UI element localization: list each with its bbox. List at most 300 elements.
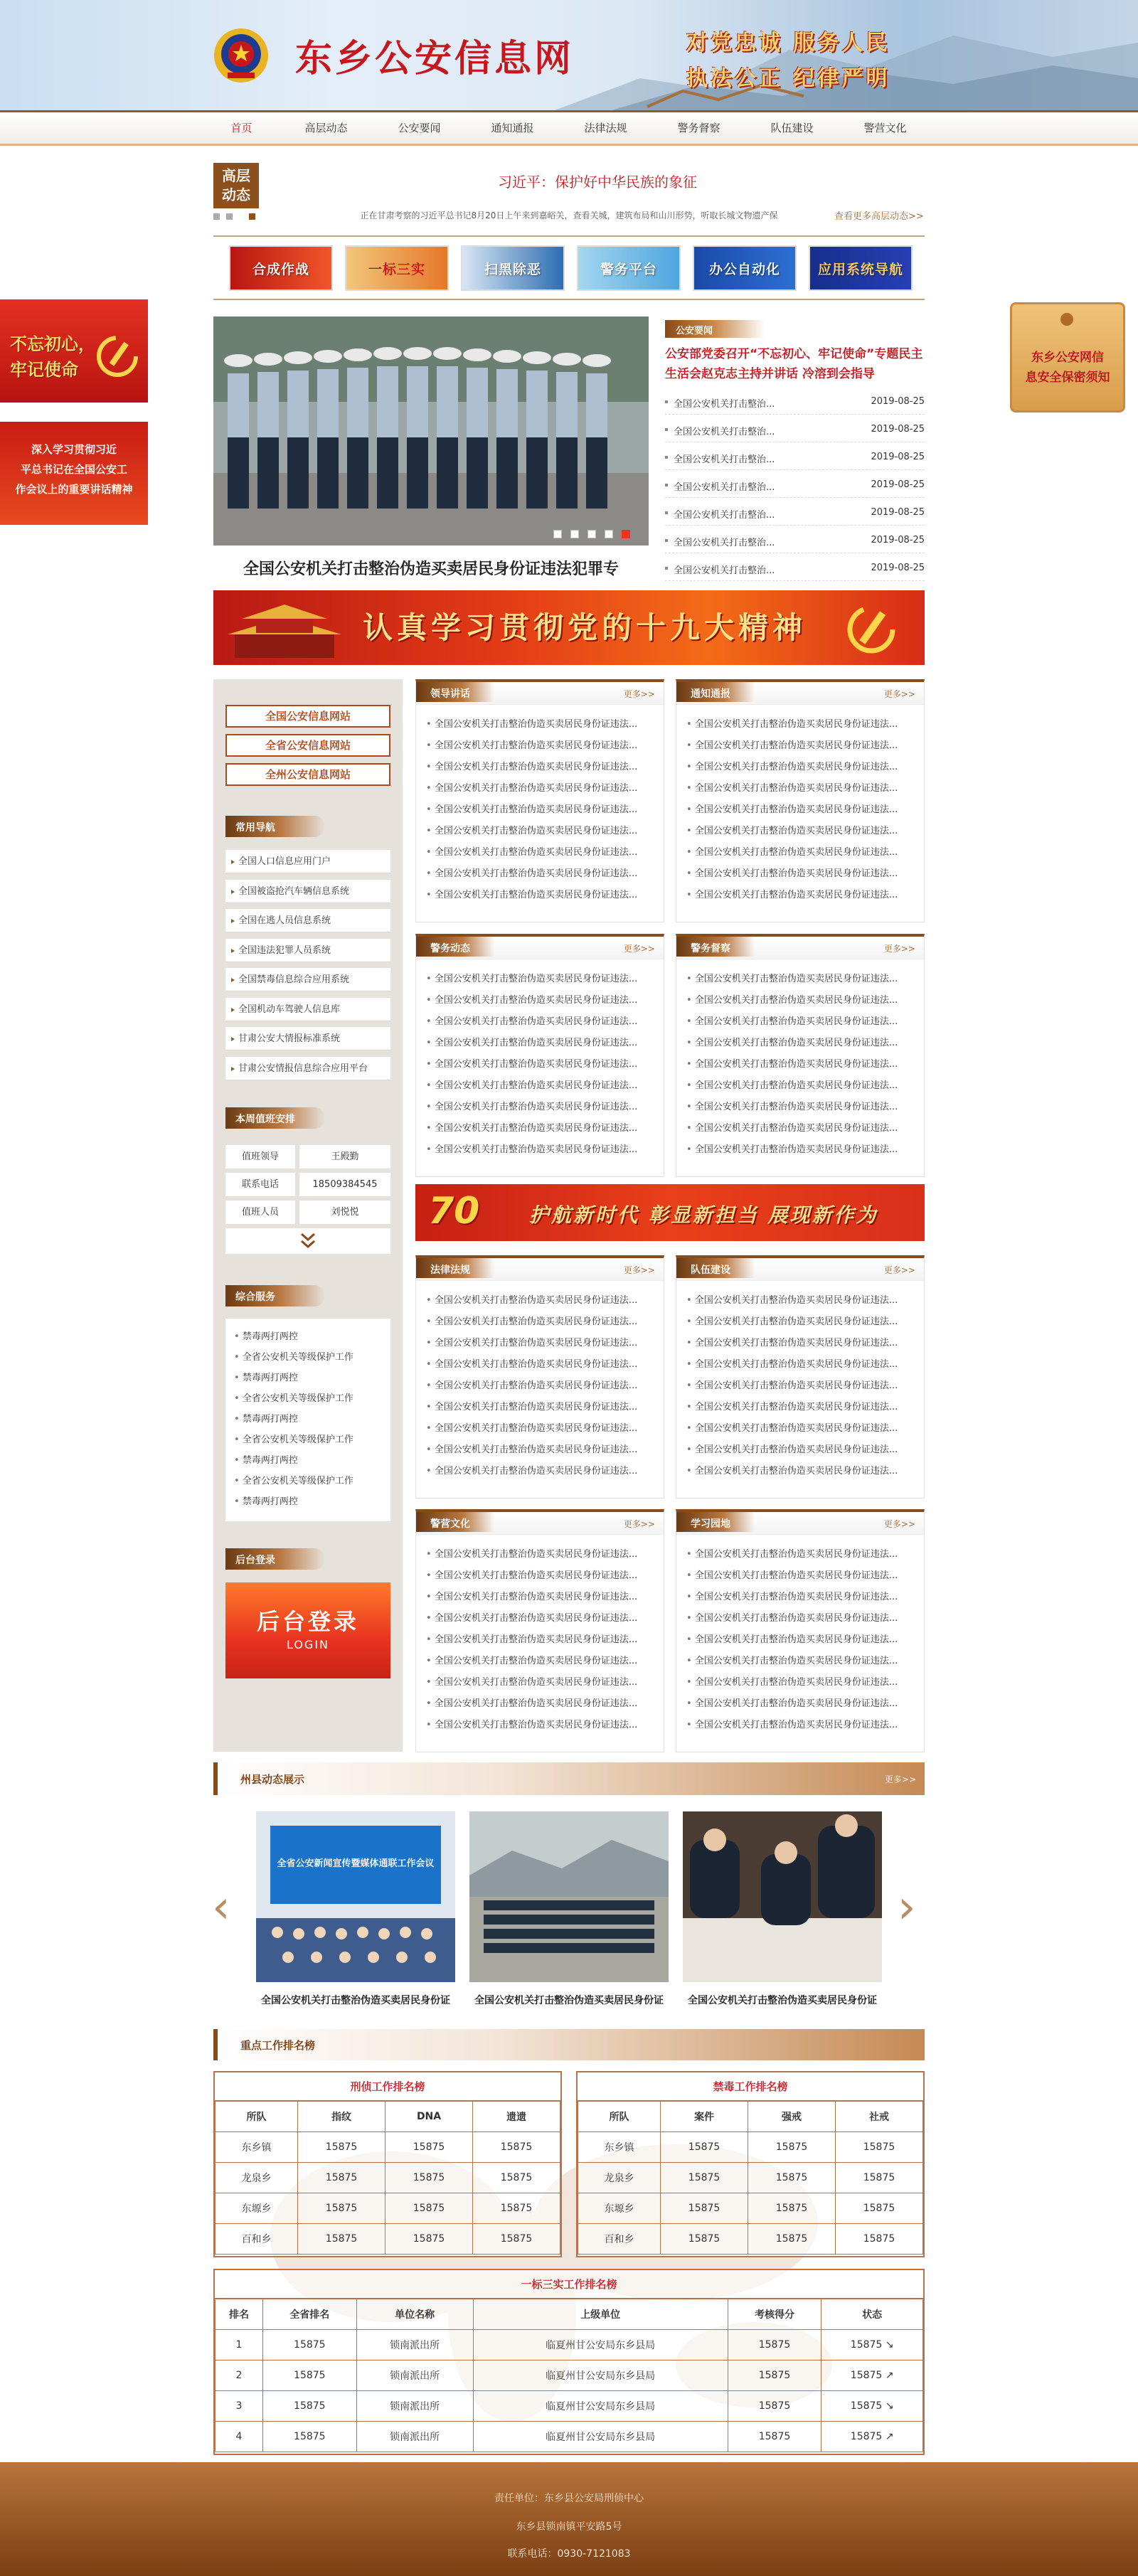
double-chevron-down-icon [299, 1232, 317, 1250]
service-item[interactable]: • 禁毒两打两控 [234, 1452, 298, 1466]
slogan-line-2: 执法公正 纪律严明 [686, 66, 890, 91]
panel-list-item[interactable]: • 全国公安机关打击整治伪造买卖居民身份证违法... [686, 1568, 898, 1581]
table-cell: 15875 [836, 2132, 923, 2163]
news-item-title: 全国公安机关打击整治... [674, 565, 775, 576]
duty-expand-button[interactable] [225, 1228, 390, 1254]
float-ad-right-security[interactable]: 东乡公安网信 息安全保密须知 [1010, 302, 1125, 413]
table-cell: 4 [216, 2422, 263, 2452]
panel-list-item[interactable]: • 全国公安机关打击整治伪造买卖居民身份证违法... [686, 716, 898, 730]
nav-police-culture[interactable]: 警营文化 [863, 122, 907, 134]
panel-list-item[interactable]: • 全国公安机关打击整治伪造买卖居民身份证违法... [686, 1335, 898, 1348]
gallery-photo-meeting[interactable] [256, 1811, 455, 1982]
panel-list-item[interactable]: • 全国公安机关打击整治伪造买卖居民身份证违法... [426, 716, 637, 730]
ranking-header: 重点工作排名榜 [213, 2029, 925, 2060]
gallery-photo-office[interactable] [683, 1811, 882, 1982]
bullet-icon [665, 400, 668, 403]
panel-list-item[interactable]: • 全国公安机关打击整治伪造买卖居民身份证违法... [426, 1335, 637, 1348]
table-cell: 15875 [836, 2193, 923, 2224]
service-item[interactable]: • 全省公安机关等级保护工作 [234, 1349, 353, 1363]
panel-list-item[interactable]: • 全国公安机关打击整治伪造买卖居民身份证违法... [686, 1589, 898, 1602]
table-cell: 15875 [748, 2224, 836, 2255]
panel-more-link[interactable]: 更多>> [883, 689, 915, 699]
table-header-row [578, 2102, 923, 2132]
panel-list-item[interactable]: • 全国公安机关打击整治伪造买卖居民身份证违法... [686, 780, 898, 794]
table-header-cell: 全省排名 [262, 2299, 356, 2330]
panel-list-item[interactable]: • 全国公安机关打击整治伪造买卖居民身份证违法... [426, 823, 637, 836]
table-row [216, 2391, 923, 2422]
headline-more-link[interactable]: 查看更多高层动态>> [834, 211, 924, 222]
study-banner[interactable] [213, 590, 925, 665]
panel-header [676, 1512, 924, 1535]
panel-header [416, 937, 664, 959]
left-sidebar [213, 679, 403, 1752]
panel-list-item[interactable]: • 全国公安机关打击整治伪造买卖居民身份证违法... [426, 844, 637, 858]
news-item[interactable] [665, 443, 925, 470]
panel-header [416, 1258, 664, 1281]
duty-value: 刘悦悦 [299, 1201, 390, 1224]
table-cell: 锁南派出所 [356, 2361, 473, 2391]
table-header-cell: 遗遗 [473, 2102, 560, 2132]
panel-leader-speech [415, 679, 664, 922]
panel-header [676, 937, 924, 959]
section-tag-service: 综合服务 [225, 1285, 325, 1306]
table-header-cell: 所队 [216, 2102, 298, 2132]
duty-label: 联系电话 [225, 1173, 295, 1196]
news-item[interactable] [665, 526, 925, 553]
float-ad-left-2[interactable]: 深入学习贯彻习近 平总书记在全国公安工 作会议上的重要讲话精神 [0, 422, 148, 525]
headline-description: 正在甘肃考察的习近平总书记8月20日上午来到嘉峪关，查看关城，建筑布局和山川形势，听取长城文物遗产保 [360, 211, 778, 220]
table-row [578, 2224, 923, 2255]
table-cell: 15875 [262, 2422, 356, 2452]
panel-list-item[interactable]: • 全国公安机关打击整治伪造买卖居民身份证违法... [426, 1717, 637, 1730]
table-cell: 15875 [262, 2361, 356, 2391]
nav-home[interactable]: 首页 [230, 122, 252, 134]
service-item[interactable]: • 全省公安机关等级保护工作 [234, 1432, 353, 1445]
panel-list-item[interactable]: • 全国公安机关打击整治伪造买卖居民身份证违法... [686, 1056, 898, 1070]
news-item[interactable] [665, 554, 925, 581]
bullet-icon [665, 428, 668, 431]
police-news-headline[interactable]: 公安部党委召开“不忘初心、牢记使命”专题民主生活会赵克志主持并讲话 冷溶到会指导 [665, 347, 923, 381]
table-cell: 锁南派出所 [356, 2330, 473, 2361]
site-footer [0, 2462, 1138, 2576]
panel-list-item[interactable]: • 全国公安机关打击整治伪造买卖居民身份证违法... [686, 1077, 898, 1091]
table-header-cell: 上级单位 [473, 2299, 728, 2330]
panel-list-item[interactable]: • 全国公安机关打击整治伪造买卖居民身份证违法... [426, 1546, 637, 1560]
table-cell: 15875 [728, 2422, 821, 2452]
panel-header [416, 682, 664, 705]
panel-list-item[interactable]: • 全国公安机关打击整治伪造买卖居民身份证违法... [686, 1356, 898, 1370]
panel-team-building [676, 1255, 925, 1499]
table-row [216, 2422, 923, 2452]
service-item[interactable]: • 禁毒两打两控 [234, 1494, 298, 1507]
panel-list-item[interactable]: • 全国公安机关打击整治伪造买卖居民身份证违法... [426, 1013, 637, 1027]
panel-title: 警务督察 [691, 943, 730, 954]
panel-title-tag [676, 937, 755, 957]
news-item-title: 全国公安机关打击整治... [674, 399, 775, 410]
news-item-title: 全国公安机关打击整治... [674, 510, 775, 521]
panel-title-tag [676, 1512, 755, 1532]
table-cell: 龙泉乡 [216, 2163, 298, 2193]
panel-list-item[interactable]: • 全国公安机关打击整治伪造买卖居民身份证违法... [426, 971, 637, 984]
table-cell: 临夏州甘公安局东乡县局 [473, 2361, 728, 2391]
panel-list-item[interactable]: • 全国公安机关打击整治伪造买卖居民身份证违法... [686, 1463, 898, 1476]
panel-list-item[interactable]: • 全国公安机关打击整治伪造买卖居民身份证违法... [426, 759, 637, 772]
panel-list-item[interactable]: • 全国公安机关打击整治伪造买卖居民身份证违法... [686, 1546, 898, 1560]
panel-title: 队伍建设 [691, 1265, 730, 1276]
panel-title: 学习园地 [691, 1518, 730, 1530]
panel-list-item[interactable]: • 全国公安机关打击整治伪造买卖居民身份证违法... [426, 1589, 637, 1602]
table-header-cell: 所队 [578, 2102, 661, 2132]
panel-police-culture [415, 1509, 664, 1752]
system-banner-police-platform[interactable]: 警务平台 [577, 245, 681, 291]
nav-leadership-news[interactable]: 高层动态 [304, 122, 348, 134]
panel-title: 警务动态 [430, 943, 470, 954]
ranking-table-one-standard: 一标三实工作排名榜 排名 全省排名 单位名称 上级单位 考核得分 状态 1 15875 锁南派出所 临夏州甘公安局东乡县局 15875 15875 ↘ 2 15875 锁南派出所 临夏州甘公安局东乡县局 15875 15875 ↗ 3 15875 锁南派出所 临夏州甘公安局东乡县局 15875 15875 ↘ 4 15875 锁南派出所 临夏州甘公安局东乡县局 15875 15875 ↗ [213, 2269, 925, 2455]
status-cell [821, 2330, 923, 2361]
table-cell: 15875 [473, 2193, 560, 2224]
study-banner-text: 认真学习贯彻党的十九大精神 [363, 610, 807, 645]
gallery-next-arrow[interactable]: › [898, 1881, 916, 1934]
panel-more-link[interactable]: 更多>> [623, 1519, 655, 1529]
system-banner-combat[interactable]: 合成作战 [229, 245, 333, 291]
panel-list-item[interactable]: • 全国公安机关打击整治伪造买卖居民身份证违法... [426, 1356, 637, 1370]
headline-dot[interactable] [226, 213, 233, 220]
carousel-dot[interactable] [553, 530, 562, 538]
table-cell: 15875 [298, 2224, 385, 2255]
news-item-date: 2019-08-25 [871, 479, 925, 490]
table-header-cell: 考核得分 [728, 2299, 821, 2330]
system-banner-anti-gang[interactable]: 扫黑除恶 [461, 245, 565, 291]
panel-title-tag [416, 937, 494, 957]
news-item[interactable] [665, 499, 925, 526]
table-row [216, 2330, 923, 2361]
status-value: 15875 [850, 2370, 883, 2381]
table-cell: 15875 [748, 2132, 836, 2163]
panel-list-item[interactable]: • 全国公安机关打击整治伪造买卖居民身份证违法... [686, 1314, 898, 1327]
panel-list-item[interactable]: • 全国公安机关打击整治伪造买卖居民身份证违法... [426, 1399, 637, 1412]
table-cell: 东乡镇 [216, 2132, 298, 2163]
dynamics-more-link[interactable]: 更多>> [884, 1774, 916, 1784]
nav-notices[interactable]: 通知通报 [491, 122, 534, 134]
table-cell: 15875 [661, 2132, 748, 2163]
panel-list-item[interactable]: • 全国公安机关打击整治伪造买卖居民身份证违法... [686, 1378, 898, 1391]
bullet-icon [665, 484, 668, 486]
new-era-banner[interactable] [415, 1184, 925, 1241]
table-cell: 15875 [298, 2132, 385, 2163]
service-list [225, 1319, 390, 1521]
panel-list-item[interactable]: • 全国公安机关打击整治伪造买卖居民身份证违法... [426, 1568, 637, 1581]
status-value: 15875 [850, 2431, 883, 2442]
table-cell: 15875 [728, 2330, 821, 2361]
table-cell: 临夏州甘公安局东乡县局 [473, 2330, 728, 2361]
panel-more-link[interactable]: 更多>> [883, 1519, 915, 1529]
panel-list-item[interactable]: • 全国公安机关打击整治伪造买卖居民身份证违法... [686, 992, 898, 1006]
service-item[interactable]: • 禁毒两打两控 [234, 1411, 298, 1425]
panel-list-item[interactable]: • 全国公安机关打击整治伪造买卖居民身份证违法... [686, 844, 898, 858]
panel-list-item[interactable]: • 全国公安机关打击整治伪造买卖居民身份证违法... [426, 1120, 637, 1134]
table-cell: 15875 [262, 2391, 356, 2422]
section-tag-duty: 本周值班安排 [225, 1107, 325, 1129]
panel-list-item[interactable]: • 全国公安机关打击整治伪造买卖居民身份证违法... [686, 1099, 898, 1112]
table-header-cell: 社戒 [836, 2102, 923, 2132]
gallery-caption[interactable]: 全国公安机关打击整治伪造买卖居民身份证 [688, 1995, 877, 2006]
panel-more-link[interactable]: 更多>> [623, 1265, 655, 1275]
news-item-title: 全国公安机关打击整治... [674, 454, 775, 465]
table-header-row [216, 2299, 923, 2330]
panel-title: 法律法规 [430, 1265, 470, 1276]
service-item[interactable]: • 全省公安机关等级保护工作 [234, 1473, 353, 1486]
panel-list-item[interactable]: • 全国公安机关打击整治伪造买卖居民身份证违法... [426, 1674, 637, 1688]
status-cell [821, 2361, 923, 2391]
carousel-dot-active[interactable] [622, 530, 630, 538]
panel-more-link[interactable]: 更多>> [623, 944, 655, 954]
trend-up-icon: ↗ [882, 2370, 894, 2381]
common-nav-item[interactable]: 甘肃公安大情报标准系统 [225, 1027, 390, 1050]
panel-header [416, 1512, 664, 1535]
section-tag-common-nav: 常用导航 [225, 816, 325, 837]
carousel-dot[interactable] [587, 530, 596, 538]
table-cell: 百和乡 [216, 2224, 298, 2255]
table-row [216, 2163, 560, 2193]
table-cell: 15875 [473, 2163, 560, 2193]
nav-laws[interactable]: 法律法规 [584, 122, 627, 134]
tiananmen-icon [228, 597, 341, 661]
panel-list-item[interactable]: • 全国公安机关打击整治伪造买卖居民身份证违法... [686, 1141, 898, 1155]
table-cell: 15875 [385, 2224, 473, 2255]
panel-more-link[interactable]: 更多>> [623, 689, 655, 699]
headline-dot-active[interactable] [249, 213, 255, 220]
trend-up-icon: ↗ [882, 2431, 894, 2442]
panel-list-item[interactable]: • 全国公安机关打击整治伪造买卖居民身份证违法... [686, 1292, 898, 1306]
table-cell: 15875 [262, 2330, 356, 2361]
headline-tag: 高层 动态 [213, 163, 259, 208]
table-row [216, 2132, 560, 2163]
divider [213, 299, 925, 300]
common-nav-item[interactable]: 全国人口信息应用门户 [225, 850, 390, 873]
panel-list-item[interactable]: • 全国公安机关打击整治伪造买卖居民身份证违法... [686, 1717, 898, 1730]
panel-list-item[interactable]: • 全国公安机关打击整治伪造买卖居民身份证违法... [686, 1013, 898, 1027]
panel-list-item[interactable]: • 全国公安机关打击整治伪造买卖居民身份证违法... [686, 1120, 898, 1134]
panel-title: 警营文化 [430, 1518, 470, 1530]
panel-police-inspection [676, 934, 925, 1177]
table-cell: 15875 [298, 2193, 385, 2224]
dynamics-header: 州县动态展示 更多>> [213, 1762, 925, 1795]
panel-police-dynamics [415, 934, 664, 1177]
panel-list-item[interactable]: • 全国公安机关打击整治伪造买卖居民身份证违法... [686, 1035, 898, 1048]
gallery-prev-arrow[interactable]: ‹ [212, 1881, 230, 1934]
table-cell: 15875 [385, 2163, 473, 2193]
panel-list-item[interactable]: • 全国公安机关打击整治伪造买卖居民身份证违法... [426, 1314, 637, 1327]
panel-title: 领导讲话 [430, 688, 470, 700]
table-header-cell: 指纹 [298, 2102, 385, 2132]
trend-down-icon: ↘ [882, 2339, 894, 2351]
table-cell: 15875 [473, 2224, 560, 2255]
table-cell: 临夏州甘公安局东乡县局 [473, 2422, 728, 2452]
common-nav-item[interactable]: 甘肃公安情报信息综合应用平台 [225, 1057, 390, 1080]
system-banner-one-standard[interactable]: 一标三实 [345, 245, 449, 291]
divider [213, 235, 925, 237]
quick-link-prefecture[interactable]: 全州公安信息网站 [225, 763, 390, 786]
panel-title-tag [676, 682, 755, 702]
common-nav-item[interactable]: 全国被盗抢汽车辆信息系统 [225, 880, 390, 903]
panel-list-item[interactable]: • 全国公安机关打击整治伪造买卖居民身份证违法... [426, 1463, 637, 1476]
carousel-dot[interactable] [605, 530, 613, 538]
panel-list-item[interactable]: • 全国公安机关打击整治伪造买卖居民身份证违法... [686, 802, 898, 815]
panel-list-item[interactable]: • 全国公安机关打击整治伪造买卖居民身份证违法... [426, 1442, 637, 1455]
panel-title-tag [676, 1258, 755, 1278]
main-photo-caption[interactable]: 全国公安机关打击整治伪造买卖居民身份证违法犯罪专 [243, 560, 619, 578]
panel-list-item[interactable]: • 全国公安机关打击整治伪造买卖居民身份证违法... [686, 823, 898, 836]
panel-list-item[interactable]: • 全国公安机关打击整治伪造买卖居民身份证违法... [686, 1420, 898, 1434]
panel-list-item[interactable]: • 全国公安机关打击整治伪造买卖居民身份证违法... [426, 1610, 637, 1624]
table-cell: 锁南派出所 [356, 2422, 473, 2452]
float-ad-left-1[interactable] [0, 299, 148, 403]
common-nav-item[interactable]: 全国在逃人员信息系统 [225, 909, 390, 932]
slogan-line-1: 对党忠诚 服务人民 [686, 31, 890, 55]
common-nav-item[interactable]: 全国禁毒信息综合应用系统 [225, 968, 390, 991]
table-header-row [216, 2102, 560, 2132]
duty-label: 值班人员 [225, 1201, 295, 1224]
panel-list-item[interactable]: • 全国公安机关打击整治伪造买卖居民身份证违法... [426, 738, 637, 751]
news-item[interactable] [665, 471, 925, 498]
nav-team-building[interactable]: 队伍建设 [770, 122, 814, 134]
table-cell: 15875 [728, 2391, 821, 2422]
panel-list-item[interactable]: • 全国公安机关打击整治伪造买卖居民身份证违法... [686, 866, 898, 879]
bullet-icon [665, 456, 668, 459]
panel-list-item[interactable]: • 全国公安机关打击整治伪造买卖居民身份证违法... [426, 887, 637, 900]
news-item[interactable] [665, 415, 925, 442]
panel-list-item[interactable]: • 全国公安机关打击整治伪造买卖居民身份证违法... [426, 1420, 637, 1434]
panel-list-item[interactable]: • 全国公安机关打击整治伪造买卖居民身份证违法... [426, 1141, 637, 1155]
panel-list-item[interactable]: • 全国公安机关打击整治伪造买卖居民身份证违法... [426, 866, 637, 879]
ranking-table-investigation: 刑侦工作排名榜 所队 指纹 DNA 遗遗 东乡镇 15875 15875 15875 龙泉乡 15875 15875 15875 东塬乡 15875 15875 15875 百和乡 15875 15875 15875 [213, 2071, 562, 2257]
police-news-tag: 公安要闻 [665, 320, 765, 338]
panel-list-item[interactable]: • 全国公安机关打击整治伪造买卖居民身份证违法... [686, 759, 898, 772]
float-ad-left-1-text: 不忘初心，牢记使命 [10, 334, 95, 380]
table-cell: 锁南派出所 [356, 2391, 473, 2422]
panel-more-link[interactable]: 更多>> [883, 944, 915, 954]
panel-list-item[interactable]: • 全国公安机关打击整治伪造买卖居民身份证违法... [426, 992, 637, 1006]
gallery-photo-formation[interactable] [469, 1811, 669, 1982]
quick-link-province[interactable]: 全省公安信息网站 [225, 734, 390, 757]
table-header-cell: 案件 [661, 2102, 748, 2132]
service-item[interactable]: • 全省公安机关等级保护工作 [234, 1390, 353, 1404]
footer-address: 东乡县锁南镇平安路5号 [516, 2521, 622, 2533]
table-cell: 15875 [836, 2224, 923, 2255]
status-value: 15875 [850, 2400, 883, 2412]
headline-title[interactable]: 习近平：保护好中华民族的象征 [498, 174, 697, 191]
quick-link-national[interactable]: 全国公安信息网站 [225, 705, 390, 728]
table-cell: 15875 [661, 2163, 748, 2193]
service-item[interactable]: • 禁毒两打两控 [234, 1370, 298, 1383]
common-nav-item[interactable]: 全国机动车驾驶人信息库 [225, 998, 390, 1021]
service-item[interactable]: • 禁毒两打两控 [234, 1329, 298, 1342]
duty-value: 王殿勤 [299, 1145, 390, 1169]
panel-title-tag [416, 1258, 494, 1278]
panel-list-item[interactable]: • 全国公安机关打击整治伪造买卖居民身份证违法... [426, 1056, 637, 1070]
news-item-title: 全国公安机关打击整治... [674, 427, 775, 437]
panel-list-item[interactable]: • 全国公安机关打击整治伪造买卖居民身份证违法... [686, 1399, 898, 1412]
status-value: 15875 [850, 2339, 883, 2351]
table-header-cell: 单位名称 [356, 2299, 473, 2330]
gallery-caption[interactable]: 全国公安机关打击整治伪造买卖居民身份证 [261, 1995, 450, 2006]
table-cell: 东塬乡 [578, 2193, 661, 2224]
panel-list-item[interactable]: • 全国公安机关打击整治伪造买卖居民身份证违法... [686, 887, 898, 900]
panel-list-item[interactable]: • 全国公安机关打击整治伪造买卖居民身份证违法... [686, 1442, 898, 1455]
common-nav-item[interactable]: 全国违法犯罪人员系统 [225, 939, 390, 962]
footer-phone: 联系电话：0930-7121083 [507, 2548, 631, 2560]
panel-more-link[interactable]: 更多>> [883, 1265, 915, 1275]
table-header-cell: 状态 [821, 2299, 923, 2330]
table-cell: 15875 [748, 2193, 836, 2224]
anniversary-badge: 70 [428, 1190, 480, 1233]
carousel-dot[interactable] [570, 530, 579, 538]
table-cell: 15875 [748, 2163, 836, 2193]
news-item[interactable] [665, 388, 925, 415]
panel-list-item[interactable]: • 全国公安机关打击整治伪造买卖居民身份证违法... [686, 1610, 898, 1624]
news-item-date: 2019-08-25 [871, 424, 925, 435]
site-header [0, 0, 1138, 110]
bullet-icon [665, 567, 668, 570]
gallery-caption[interactable]: 全国公安机关打击整治伪造买卖居民身份证 [474, 1995, 664, 2006]
main-photo-carousel[interactable] [213, 316, 649, 545]
nav-inspection[interactable]: 警务督察 [677, 122, 720, 134]
backend-login-button[interactable]: 后台登录 LOGIN [225, 1582, 390, 1678]
panel-list-item[interactable]: • 全国公安机关打击整治伪造买卖居民身份证违法... [686, 971, 898, 984]
system-banner-office-automation[interactable]: 办公自动化 [693, 245, 797, 291]
one-standard-table [215, 2299, 923, 2452]
duty-value: 18509384545 [299, 1173, 390, 1196]
panel-list-item[interactable]: • 全国公安机关打击整治伪造买卖居民身份证违法... [426, 1099, 637, 1112]
panel-list-item[interactable]: • 全国公安机关打击整治伪造买卖居民身份证违法... [426, 1378, 637, 1391]
party-emblem-icon [839, 601, 903, 658]
panel-list-item[interactable]: • 全国公安机关打击整治伪造买卖居民身份证违法... [426, 1696, 637, 1709]
panel-list-item[interactable]: • 全国公安机关打击整治伪造买卖居民身份证违法... [686, 1674, 898, 1688]
table-cell: 东塬乡 [216, 2193, 298, 2224]
panel-list-item[interactable]: • 全国公安机关打击整治伪造买卖居民身份证违法... [426, 1653, 637, 1666]
panel-notices [676, 679, 925, 922]
table-cell: 15875 [661, 2224, 748, 2255]
system-banner-app-nav[interactable]: 应用系统导航 [809, 245, 913, 291]
panel-list-item[interactable]: • 全国公安机关打击整治伪造买卖居民身份证违法... [686, 738, 898, 751]
news-item-date: 2019-08-25 [871, 535, 925, 545]
panel-list-item[interactable]: • 全国公安机关打击整治伪造买卖居民身份证违法... [686, 1653, 898, 1666]
table-row [578, 2132, 923, 2163]
headline-dot[interactable] [213, 213, 220, 220]
duty-label: 值班领导 [225, 1145, 295, 1169]
new-era-banner-text: 护航新时代 彰显新担当 展现新作为 [529, 1203, 878, 1227]
panel-laws [415, 1255, 664, 1499]
panel-list-item[interactable]: • 全国公安机关打击整治伪造买卖居民身份证违法... [686, 1696, 898, 1709]
table-header-cell: DNA [385, 2102, 473, 2132]
table-row [216, 2193, 560, 2224]
panel-list-item[interactable]: • 全国公安机关打击整治伪造买卖居民身份证违法... [426, 802, 637, 815]
table-cell: 2 [216, 2361, 263, 2391]
nav-police-news[interactable]: 公安要闻 [398, 122, 441, 134]
panel-list-item[interactable]: • 全国公安机关打击整治伪造买卖居民身份证违法... [426, 1077, 637, 1091]
table-cell: 龙泉乡 [578, 2163, 661, 2193]
bullet-icon [665, 511, 668, 514]
panel-list-item[interactable]: • 全国公安机关打击整治伪造买卖居民身份证违法... [426, 780, 637, 794]
table-cell: 3 [216, 2391, 263, 2422]
panel-list-item[interactable]: • 全国公安机关打击整治伪造买卖居民身份证违法... [426, 1632, 637, 1645]
panel-list-item[interactable]: • 全国公安机关打击整治伪造买卖居民身份证违法... [686, 1632, 898, 1645]
panel-list-item[interactable]: • 全国公安机关打击整治伪造买卖居民身份证违法... [426, 1035, 637, 1048]
panel-list-item[interactable]: • 全国公安机关打击整治伪造买卖居民身份证违法... [426, 1292, 637, 1306]
news-item-title: 全国公安机关打击整治... [674, 482, 775, 493]
narcotics-table [578, 2101, 923, 2255]
panel-study-garden [676, 1509, 925, 1752]
